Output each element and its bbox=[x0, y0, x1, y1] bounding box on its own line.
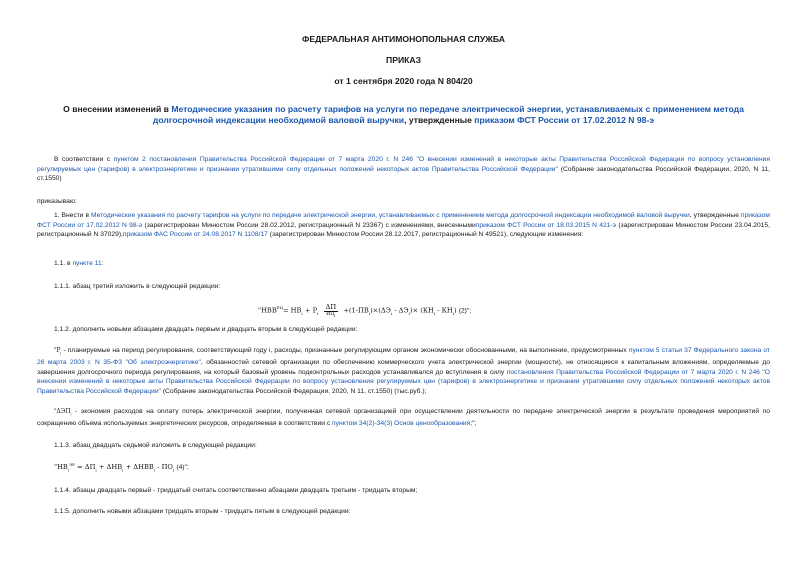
link-resolution-246[interactable]: постановления Правительства Российской Федерации от 7 марта 2020 г. N 246 "О внесении изменений в некоторые акты Правительства Российской Федерации по вопросу установления регулируемых цен (тарифов) в электроэнергетике и признании утратившими силу отдельных положений некоторых актов Правительства Российской Федерации" bbox=[37, 368, 770, 395]
formula-token: - ΠО bbox=[157, 463, 173, 472]
formula-token: = НВ bbox=[282, 306, 302, 315]
subitem-1-1-2: 1.1.2. дополнить новыми абзацами двадцать первым и двадцать вторым в следующей редакции: bbox=[54, 326, 358, 333]
link-point-11[interactable]: пункте 11 bbox=[72, 260, 102, 267]
formula-4: "$НВ_i^{ЭР} = \Delta П_i + \Delta НВ_i + \Delta НВВ_i - \Pi О_i$ (4)"; bbox=[54, 462, 189, 473]
title-link-guidelines[interactable]: Методические указания по расчету тарифов на услуги по передаче электрической энергии, устанавливаемых с применением метода долгосрочной индексации необходимой валовой выручки bbox=[152, 104, 744, 125]
link-article-37-law-35fz[interactable]: пунктом 5 статьи 37 Федерального закона от 26 марта 2003 г. N 35-ФЗ "Об электроэнергетике" bbox=[37, 347, 771, 366]
link-pricing-basics[interactable]: пунктом 34(2)-34(3) Основ ценообразования bbox=[332, 419, 471, 427]
formula-token: ) bbox=[453, 306, 457, 315]
formula-number: (2)"; bbox=[458, 307, 472, 315]
preamble-text: В соответствии с bbox=[54, 156, 114, 163]
item-1-text: , утвержденные bbox=[689, 212, 741, 219]
item-1-text: 1. Внести в bbox=[54, 212, 92, 219]
preamble-paragraph bbox=[37, 155, 770, 184]
formula-number: (4)"; bbox=[176, 464, 189, 472]
formula-token: + ΔНВ bbox=[98, 463, 123, 472]
paragraph-text: , обязанностей сетевой организации по обеспечению коммерческого учета электрической энергии (мощности), не относящиеся к капитальным вложениям, определяемые до завершения долгосрочного периода регулирования, на который базовый уровень подконтрольных расходов устанавливался до вступления в силу bbox=[37, 358, 770, 376]
paragraph-savings-definition: "$\Delta ЭП_i$ - экономия расходов на оплату потерь электрической энергии, полученная сетевой организацией при осуществлении деятельности по передаче электрической энергии в результате проведения мероприятий по сокращению объема используемых энергетических ресурсов, определяемая в соответствии с пунктом 34(2)-34(3) Основ ценообразования;"; bbox=[37, 408, 770, 427]
item-1-link-fst-98[interactable]: приказом ФСТ России от 17.02.2012 N 98-э bbox=[37, 212, 770, 229]
subitem-text: 1.1. в bbox=[54, 260, 73, 267]
preamble-link-resolution-246[interactable]: пунктом 2 постановления Правительства Российской Федерации от 7 марта 2020 г. N 246 "О внесении изменений в некоторые акты Правительства Российской Федерации по вопросу установления регулируемых цен (тарифов) в электроэнергетике и признании утратившими силу отдельных положений некоторых актов Правительства Российской Федерации" bbox=[37, 156, 771, 173]
subitem-1-1-1: 1.1.1. абзац третий изложить в следующей редакции: bbox=[54, 283, 221, 290]
formula-token: )× (КН bbox=[409, 306, 434, 315]
quote-mark: " bbox=[54, 347, 57, 354]
formula-token: - ΔЭ bbox=[394, 306, 409, 315]
paragraph-text: (Собрание законодательства Российской Федерации, 2020, N 11, ст.1550) (тыс.руб.); bbox=[160, 387, 427, 395]
document-date-number: от 1 сентября 2020 года N 804/20 bbox=[334, 76, 473, 86]
paragraph-text: - экономия расходов на оплату потерь электрической энергии, полученная сетевой организацией при осуществлении деятельности по передаче электрической энергии в результате проведения мероприятий по сокращению объема используемых энергетических ресурсов, определяемая в соответствии с bbox=[37, 408, 770, 427]
formula-symbol: Р bbox=[56, 347, 61, 354]
formula-token: )×(ΔЭ bbox=[370, 306, 391, 315]
item-1-paragraph bbox=[37, 211, 770, 240]
title-text: , утвержденные bbox=[404, 115, 475, 125]
order-word: приказываю: bbox=[37, 198, 77, 205]
formula-fraction-numerator: ΔП bbox=[325, 303, 337, 311]
formula-symbol: ΔЭП bbox=[56, 408, 71, 415]
formula-token: " bbox=[258, 306, 262, 315]
subitem-1-1-5: 1.1.5. дополнить новыми абзацами тридцать вторым - тридцать пятым в следующей редакции: bbox=[54, 508, 351, 515]
item-1-text: (зарегистрирован Минюстом России 23.04.2015, регистрационный N 37029), bbox=[37, 221, 770, 239]
preamble-text: (Собрание законодательства Российской Федерации, 2020, N 11, ст.1550) bbox=[37, 165, 770, 183]
paragraph-expenses-definition: "$Р_i$ - планируемые на период регулирования, соответствующий году i, расходы, признанные регулирующим органом экономически обоснованными, на выполнение, предусмотренных пунктом 5 статьи 37 Федерального закона от 26 марта 2003 г. N 35-ФЗ "Об электроэнергетике", обязанностей сетевой организации по обеспечению коммерческого учета электрической энергии (мощности), не относящиеся к капитальным вложениям, определяемые до завершения долгосрочного периода регулирования, на который базовый уровень подконтрольных расходов устанавливался до вступления в силу постановления Правительства Российской Федерации от 7 марта 2020 г. N 246 "О внесении изменений в некоторые акты Правительства Российской Федерации по вопросу установления регулируемых цен (тарифов) в электроэнергетике и признании утратившими силу отдельных положений некоторых актов Правительства Российской Федерации" (Собрание законодательства Российской Федерации, 2020, N 11, ст.1550) (тыс.руб.); bbox=[37, 347, 771, 395]
document-type: ПРИКАЗ bbox=[386, 55, 421, 65]
formula-2: "$НВВ^{РЦ}= НВ_i + Р_i$ ΔП $ИЦ_i$ $+(1-ПВ_i)\times(\Delta Э_i - \Delta Э_i)\times (КН_i - КН_i)$ (2)"; bbox=[258, 303, 472, 318]
formula-token: +(1-ПВ bbox=[343, 306, 369, 315]
formula-token: "НВ bbox=[54, 463, 68, 472]
agency-name: ФЕДЕРАЛЬНАЯ АНТИМОНОПОЛЬНАЯ СЛУЖБА bbox=[302, 34, 505, 44]
quote-mark: " bbox=[54, 408, 57, 415]
formula-token: - КН bbox=[437, 306, 453, 315]
formula-token: + ΔНВВ bbox=[125, 463, 154, 472]
title-link-fst-order[interactable]: приказом ФСТ России от 17.02.2012 N 98-э bbox=[474, 115, 655, 125]
item-1-link-fas-1108[interactable]: приказом ФАС России от 24.08.2017 N 1108/17 bbox=[122, 231, 268, 239]
title-text: О внесении изменений в bbox=[63, 104, 172, 114]
formula-token: НВВ bbox=[261, 306, 277, 315]
paragraph-text: - планируемые на период регулирования, соответствующий году i, расходы, признанные регулирующим органом экономически обоснованными, на выполнение, предусмотренных bbox=[63, 347, 629, 354]
formula-token: + Р bbox=[304, 306, 318, 315]
subitem-1-1-3: 1.1.3. абзац двадцать седьмой изложить в следующей редакции: bbox=[54, 442, 257, 449]
subitem-1-1-4: 1.1.4. абзацы двадцать первый - тридцатый считать соответственно абзацами двадцать третьим - тридцать вторым; bbox=[54, 487, 418, 494]
paragraph-text: ;"; bbox=[470, 419, 477, 427]
item-1-link-fst-421[interactable]: приказом ФСТ России от 18.03.2015 N 421-э bbox=[475, 221, 617, 229]
item-1-text: (зарегистрирован Минюстом России 28.02.2012, регистрационный N 23367) с изменениями, внесенными bbox=[142, 221, 476, 229]
item-1-text: (зарегистрирован Минюстом России 28.12.2017, регистрационный N 49521), следующие изменения: bbox=[267, 231, 584, 239]
subitem-1-1 bbox=[54, 259, 103, 269]
document-title bbox=[52, 104, 755, 126]
formula-token: = ΔП bbox=[77, 463, 96, 472]
subitem-text: : bbox=[101, 260, 104, 267]
item-1-link-guidelines[interactable]: Методические указания по расчету тарифов на услуги по передаче электрической энергии, устанавливаемых с применением метода долгосрочной индексации необходимой валовой выручки bbox=[91, 212, 690, 219]
